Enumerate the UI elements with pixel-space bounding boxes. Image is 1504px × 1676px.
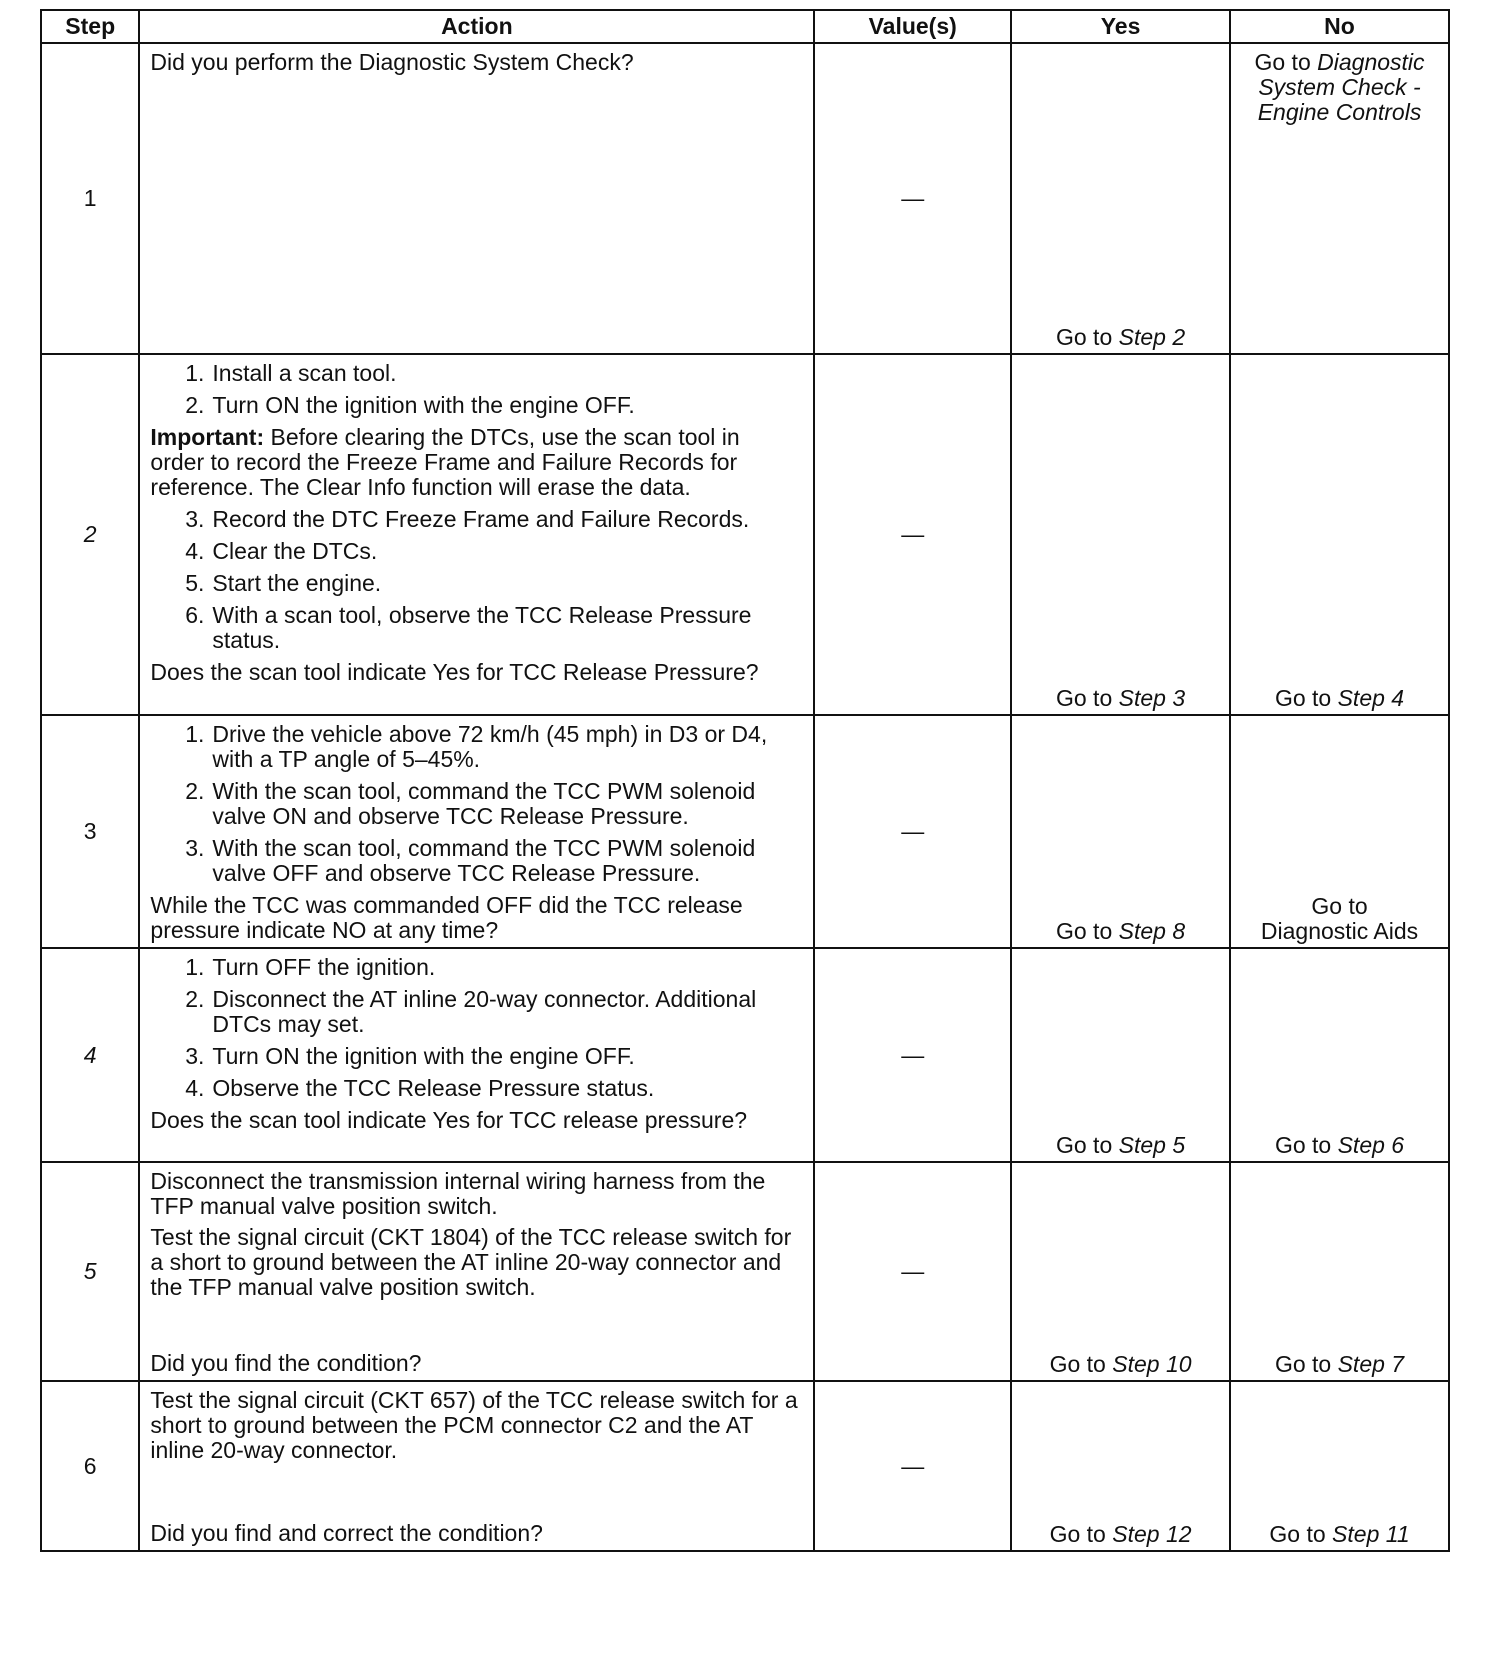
action-cell: [139, 1381, 814, 1551]
step-number: 1: [41, 43, 139, 354]
action-question: Did you find and correct the condition?: [150, 1520, 543, 1546]
value-cell: —: [814, 43, 1011, 354]
list-item: 5. Start the engine.: [185, 570, 382, 596]
action-question: Does the scan tool indicate Yes for TCC release pressure?: [150, 1107, 748, 1133]
action-paragraph: Disconnect the transmission internal wiring harness from the TFP manual valve position switch.: [150, 1168, 766, 1219]
action-steps: [150, 361, 799, 418]
yes-cell: [1011, 1381, 1230, 1551]
no-link[interactable]: Go to Diagnostic Aids: [1260, 893, 1419, 944]
no-link[interactable]: Go to Step 6: [1274, 1132, 1405, 1158]
value-cell: —: [814, 354, 1011, 715]
no-link[interactable]: Go to Step 7: [1274, 1351, 1405, 1377]
action-steps: [150, 507, 799, 653]
yes-link[interactable]: Go to Step 8: [1055, 918, 1186, 944]
action-cell: [139, 948, 814, 1162]
list-item: 2. With the scan tool, command the TCC PWM solenoid valve ON and observe TCC Release Pressure.: [185, 778, 756, 829]
step-number: 5: [41, 1162, 139, 1381]
header-no: No: [1230, 10, 1449, 43]
list-item: 4. Observe the TCC Release Pressure status.: [185, 1075, 655, 1101]
list-item: 6. With a scan tool, observe the TCC Release Pressure status.: [185, 602, 752, 653]
yes-link[interactable]: Go to Step 5: [1055, 1132, 1186, 1158]
list-item: 3. Turn ON the ignition with the engine OFF.: [185, 1043, 635, 1069]
list-item: 3. Record the DTC Freeze Frame and Failure Records.: [185, 506, 750, 532]
no-cell: [1230, 1162, 1449, 1381]
no-link[interactable]: Go to Step 4: [1274, 685, 1405, 711]
action-steps: [150, 722, 799, 886]
yes-cell: [1011, 43, 1230, 354]
action-cell: [139, 715, 814, 948]
list-item: 3. With the scan tool, command the TCC PWM solenoid valve OFF and observe TCC Release Pressure.: [185, 835, 756, 886]
value-cell: —: [814, 715, 1011, 948]
step-number: 2: [41, 354, 139, 715]
yes-cell: [1011, 354, 1230, 715]
diagnostic-table: [40, 9, 1450, 1552]
yes-link[interactable]: Go to Step 3: [1055, 685, 1186, 711]
yes-link[interactable]: Go to Step 12: [1049, 1521, 1192, 1547]
step-number: 6: [41, 1381, 139, 1551]
header-action: Action: [139, 10, 814, 43]
step-row-3: [41, 715, 1449, 948]
no-link[interactable]: Go to Step 11: [1269, 1521, 1410, 1547]
yes-cell: [1011, 715, 1230, 948]
action-question: Did you find the condition?: [150, 1350, 422, 1376]
list-item: 2. Disconnect the AT inline 20-way connector. Additional DTCs may set.: [185, 986, 757, 1037]
list-item: 2. Turn ON the ignition with the engine OFF.: [185, 392, 635, 418]
value-cell: —: [814, 948, 1011, 1162]
value-cell: —: [814, 1162, 1011, 1381]
step-row-2: [41, 354, 1449, 715]
header-row: [41, 10, 1449, 43]
yes-link[interactable]: Go to Step 2: [1055, 324, 1186, 350]
no-link[interactable]: Go to Diagnostic System Check - Engine Controls: [1254, 49, 1425, 125]
step-row-6: [41, 1381, 1449, 1551]
value-cell: —: [814, 1381, 1011, 1551]
yes-link[interactable]: Go to Step 10: [1049, 1351, 1192, 1377]
step-row-1: [41, 43, 1449, 354]
action-cell: [139, 1162, 814, 1381]
header-values: Value(s): [814, 10, 1011, 43]
step-row-5: [41, 1162, 1449, 1381]
no-cell: [1230, 354, 1449, 715]
list-item: 1. Turn OFF the ignition.: [185, 954, 436, 980]
header-yes: Yes: [1011, 10, 1230, 43]
action-question: Did you perform the Diagnostic System Check?: [150, 49, 634, 75]
step-row-4: [41, 948, 1449, 1162]
header-step: Step: [41, 10, 139, 43]
action-cell: [139, 43, 814, 354]
no-cell: [1230, 43, 1449, 354]
yes-cell: [1011, 1162, 1230, 1381]
action-steps: [150, 955, 799, 1101]
step-number: 3: [41, 715, 139, 948]
important-note: Important: Before clearing the DTCs, use the scan tool in order to record the Freeze Frame and Failure Records for reference. The Clear Info function will erase the data.: [150, 424, 740, 500]
action-question: While the TCC was commanded OFF did the TCC release pressure indicate NO at any time?: [150, 892, 743, 943]
action-paragraph: Test the signal circuit (CKT 657) of the TCC release switch for a short to ground between the PCM connector C2 and the AT inline 20-way connector.: [150, 1387, 798, 1463]
yes-cell: [1011, 948, 1230, 1162]
list-item: 1. Drive the vehicle above 72 km/h (45 mph) in D3 or D4, with a TP angle of 5–45%.: [185, 721, 768, 772]
no-cell: [1230, 1381, 1449, 1551]
no-cell: [1230, 715, 1449, 948]
action-question: Does the scan tool indicate Yes for TCC Release Pressure?: [150, 659, 759, 685]
action-paragraph: Test the signal circuit (CKT 1804) of the TCC release switch for a short to ground between the AT inline 20-way connector and the TFP manual valve position switch.: [150, 1224, 792, 1300]
list-item: 1. Install a scan tool.: [185, 360, 397, 386]
list-item: 4. Clear the DTCs.: [185, 538, 378, 564]
step-number: 4: [41, 948, 139, 1162]
no-cell: [1230, 948, 1449, 1162]
action-cell: [139, 354, 814, 715]
